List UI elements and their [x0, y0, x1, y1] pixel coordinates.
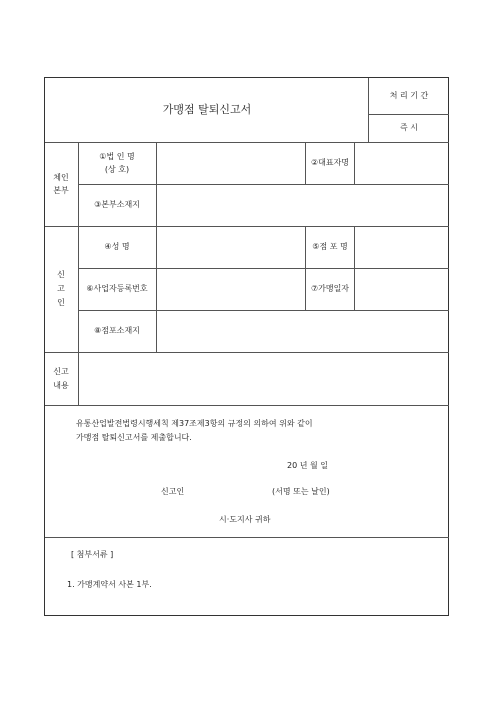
processing-period-value: 즉 시 [400, 123, 418, 132]
withdrawal-report-form [44, 77, 449, 616]
declaration-line-2: 가맹점 탈퇴신고서를 제출합니다. [76, 433, 192, 442]
divider-row1 [78, 184, 449, 185]
divider-mid-col-a [305, 142, 306, 184]
store-name-label: ⑤점 포 명 [312, 242, 348, 251]
addressee: 시·도지사 귀하 [219, 515, 271, 524]
corp-name-label: ①법 인 명 [99, 152, 135, 161]
divider-applicant-bottom [45, 352, 449, 353]
corp-trade-label: (상 호) [104, 165, 130, 174]
applicant-char-2: 고 [57, 284, 65, 293]
divider-section-col [78, 142, 79, 405]
divider-header-col [368, 78, 369, 142]
store-address-label: ⑧점포소재지 [94, 326, 140, 335]
divider-header-bottom [45, 142, 449, 143]
divider-mid-col-d [354, 226, 355, 310]
form-title: 가맹점 탈퇴신고서 [162, 103, 252, 116]
applicant-label: 신고인 [161, 487, 185, 496]
report-content-label-2: 내용 [53, 381, 69, 390]
divider-row4 [78, 268, 449, 269]
divider-mid-col-c [305, 226, 306, 310]
divider-header-right [368, 114, 449, 115]
chain-hq-label-1: 체인 [53, 173, 69, 182]
representative-label: ②대표자명 [310, 158, 350, 167]
divider-declaration-bottom [45, 537, 449, 538]
attachment-item-1: 1. 가맹계약서 사본 1부. [67, 580, 152, 589]
divider-label-col [156, 142, 157, 352]
divider-hq-bottom [45, 226, 449, 227]
declaration-line-1: 유통산업발전법령시행세칙 제37조제3항의 규정의 의하여 위와 같이 [76, 419, 313, 428]
divider-mid-col-b [354, 142, 355, 184]
divider-row5 [78, 310, 449, 311]
join-date-label: ⑦가맹일자 [310, 284, 350, 293]
date-line: 20 년 월 일 [287, 461, 328, 470]
name-label: ④성 명 [104, 242, 130, 251]
report-content-label-1: 신고 [53, 367, 69, 376]
applicant-char-3: 인 [57, 298, 65, 307]
processing-period-label: 처 리 기 간 [389, 91, 429, 100]
biz-reg-no-label: ⑥사업자등록번호 [86, 284, 148, 293]
signature-label: (서명 또는 날인) [272, 487, 330, 496]
attachments-header: [ 첨부서류 ] [71, 550, 114, 559]
hq-address-label: ③본부소재지 [94, 200, 140, 209]
chain-hq-label-2: 본부 [53, 186, 69, 195]
divider-content-bottom [45, 405, 449, 406]
applicant-char-1: 신 [57, 270, 65, 279]
